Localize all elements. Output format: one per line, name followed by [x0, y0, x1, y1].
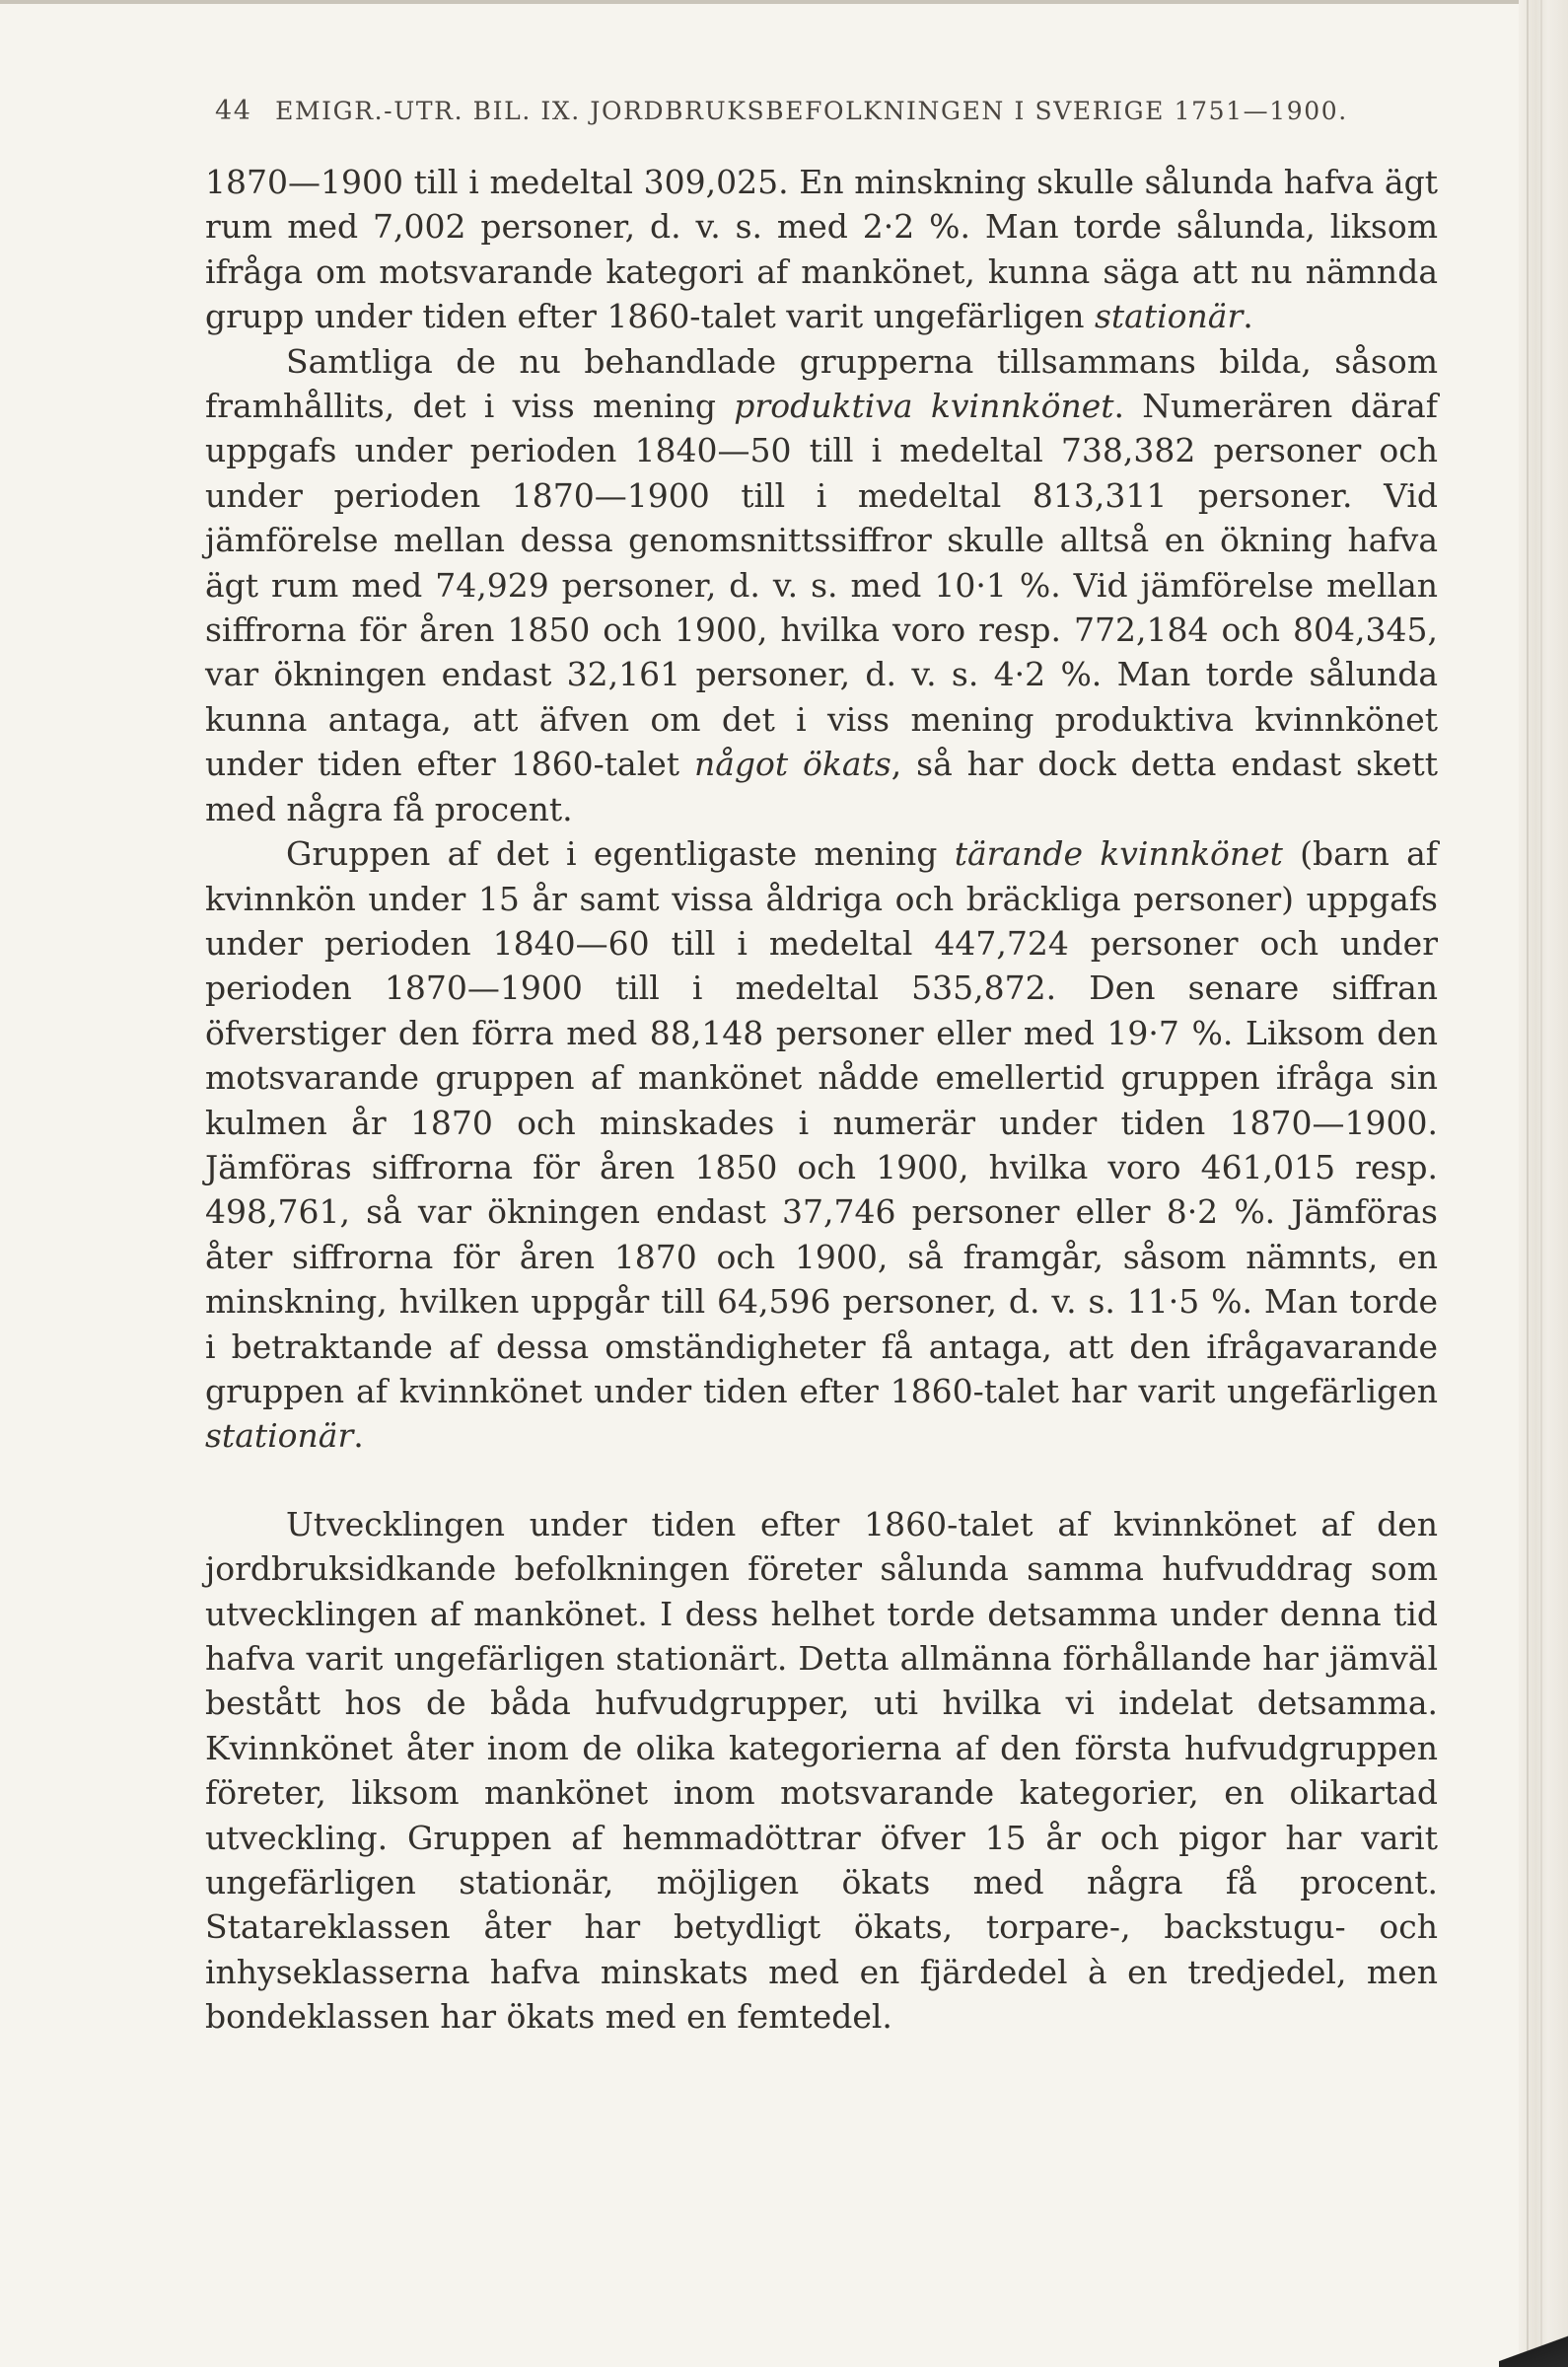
running-title: EMIGR.-UTR. BIL. IX. JORDBRUKSBEFOLKNINGEN I SVERIGE 1751—1900.	[275, 97, 1348, 125]
spine-line	[1540, 0, 1542, 2367]
paragraph	[205, 1502, 1438, 2040]
page-top-edge	[0, 0, 1519, 4]
paragraph	[205, 339, 1438, 831]
text-run: .	[353, 1416, 364, 1456]
paragraph	[205, 160, 1438, 339]
page-number: 44	[215, 96, 252, 126]
running-header	[215, 96, 1438, 126]
text-run: , så har dock detta endast skett med några få procent.	[205, 745, 1439, 828]
emphasis-text: stationär	[205, 1416, 354, 1456]
text-run: 1870—1900 till i medeltal 309,025. En minskning skulle sålunda hafva ägt rum med 7,002 personer, d. v. s. med 2·2 %. Man torde sålunda, liksom ifråga om motsvarande kategori af mankönet, kunna säga att nu nämnda grupp under tiden efter 1860-talet varit ungefärligen	[205, 163, 1438, 336]
emphasis-text: något ökats	[693, 745, 891, 784]
emphasis-text: tärande kvinnkönet	[954, 834, 1283, 874]
body-text	[205, 160, 1438, 2040]
emphasis-text: produktiva kvinnkönet	[734, 387, 1114, 426]
text-run: Samtliga de nu behandlade grupperna tillsammans bilda, såsom framhållits, det i viss mening	[205, 341, 1438, 426]
emphasis-text: stationär	[1094, 297, 1244, 336]
text-run: Gruppen af det i egentligaste mening	[286, 834, 955, 874]
text-run: .	[1243, 297, 1253, 336]
spine-line	[1527, 0, 1529, 2367]
text-run: . Numerären däraf uppgafs under perioden 1840—50 till i medeltal 738,382 personer och under perioden 1870—1900 till i medeltal 813,311 personer. Vid jämförelse mellan dessa genomsnittssiffror skulle alltså en ökning hafva ägt rum med 74,929 personer, d. v. s. med 10·1 %. Vid jämförelse mellan siffrorna för åren 1850 och 1900, hvilka voro resp. 772,184 och 804,345, var ökningen endast 32,161 personer, d. v. s. 4·2 %. Man torde sålunda kunna antaga, att äfven om det i viss mening produktiva kvinnkönet under tiden efter 1860-talet	[205, 387, 1438, 784]
text-run: Utvecklingen under tiden efter 1860-talet af kvinnkönet af den jordbruksidkande befolkningen företer sålunda samma hufvuddrag som utvecklingen af mankönet. I dess helhet torde detsamma under denna tid hafva varit ungefärligen stationärt. Detta allmänna förhållande har jämväl bestått hos de båda hufvudgrupper, uti hvilka vi indelat detsamma. Kvinnkönet åter inom de olika kategorierna af den första hufvudgruppen företer, liksom mankönet inom motsvarande kategorier, en olikartad utveckling. Gruppen af hemmadöttrar öfver 15 år och pigor har varit ungefärligen stationär, möjligen ökats med några få procent. Statareklassen åter har betydligt ökats, torpare-, backstugu- och inhyseklasserna hafva minskats med en fjärdedel à en tredjedel, men bondeklassen har ökats med en femtedel.	[205, 1504, 1438, 2037]
scan-corner-shadow	[1499, 2323, 1568, 2367]
text-run: (barn af kvinnkön under 15 år samt vissa åldriga och bräckliga personer) uppgafs under perioden 1840—60 till i medeltal 447,724 personer och under perioden 1870—1900 till i medeltal 535,872. Den senare siffran öfverstiger den förra med 88,148 personer eller med 19·7 %. Liksom den motsvarande gruppen af mankönet nådde emellertid gruppen ifråga sin kulmen år 1870 och minskades i numerär under tiden 1870—1900. Jämföras siffrorna för åren 1850 och 1900, hvilka voro 461,015 resp. 498,761, så var ökningen endast 37,746 personer eller 8·2 %. Jämföras åter siffrorna för åren 1870 och 1900, så framgår, såsom nämnts, en minskning, hvilken uppgår till 64,596 personer, d. v. s. 11·5 %. Man torde i betraktande af dessa omständigheter få antaga, att den ifrågavarande gruppen af kvinnkönet under tiden efter 1860-talet har varit ungefärligen	[205, 834, 1438, 1410]
paragraph	[205, 831, 1438, 1459]
page-spine-edge	[1519, 0, 1568, 2367]
